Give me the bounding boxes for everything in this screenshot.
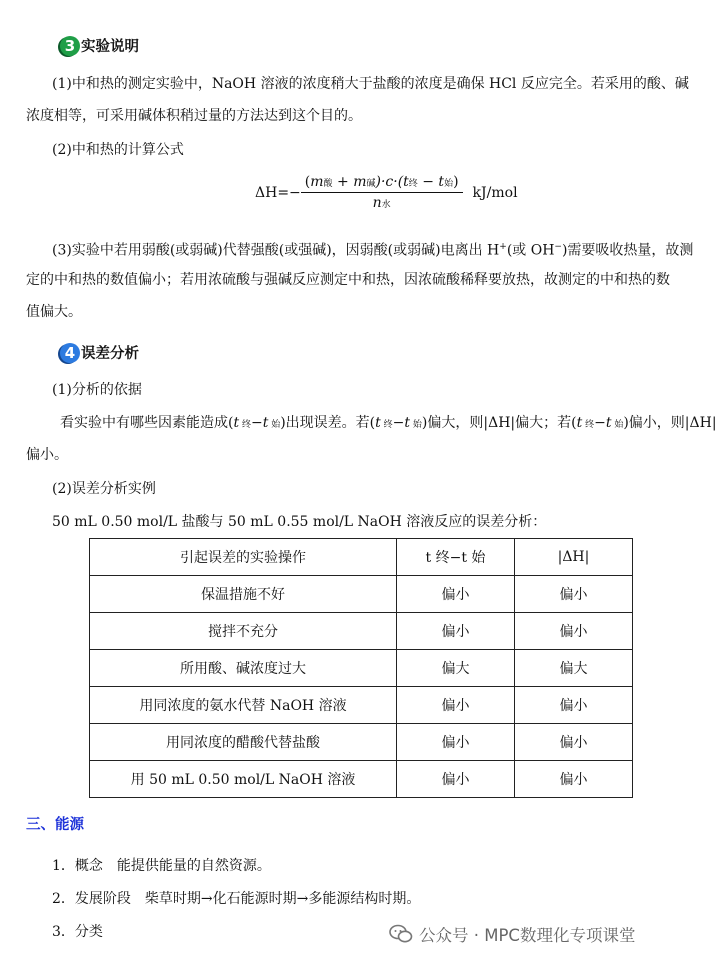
t-minus: −t [250,415,269,431]
energy-heading: 三、能源 [26,817,84,833]
operation-cell: 保温措施不好 [90,576,397,613]
paragraph-2: (2)中和热的计算公式 [52,142,184,158]
stages-text: 柴草时期→化石能源时期→多能源结构时期。 [144,891,421,907]
example-description: 50 mL 0.50 mol/L 盐酸与 50 mL 0.55 mol/L NaOH 溶液反应的误差分析： [52,514,547,530]
plus-sign: + [332,174,354,190]
start-subscript: 始 [268,420,281,430]
header-operation: 引起误差的实验操作 [90,539,397,576]
delta-h-cell: 偏大 [515,650,633,687]
delta-h-cell: 偏小 [515,613,633,650]
table-row [90,576,633,613]
section-3-heading [60,35,139,56]
error-analysis-table [89,538,633,798]
section-4-heading [60,342,139,363]
p3-text-b: (或 OH [506,242,555,259]
table-row [90,761,633,798]
section-title: 误差分析 [81,346,139,362]
end-subscript-2: 终 [380,420,393,430]
delta-h-cell: 偏小 [515,576,633,613]
minus-superscript: − [554,242,562,252]
table-row [90,687,633,724]
formula-minus: − t [417,174,445,190]
t-minus-3: −t [594,415,612,431]
delta-h-cell: 偏小 [515,687,633,724]
operation-cell: 用同浓度的醋酸代替盐酸 [90,724,397,761]
section-number-badge: 4 [60,343,80,363]
t-symbol-2: t [375,415,381,431]
formula-lhs: ΔH=− [255,184,301,201]
watermark [389,922,635,946]
operation-cell: 搅拌不充分 [90,613,397,650]
start-subscript-3: 始 [611,420,624,430]
end-subscript: 终 [239,420,251,430]
mass-symbol: m [310,174,324,190]
t-symbol: t [233,415,240,431]
start-subscript: 始 [444,179,454,189]
temp-diff-cell: 偏小 [397,613,515,650]
watermark-text: 公众号 · MPC数理化专项课堂 [419,926,636,945]
wechat-icon [389,924,413,944]
energy-concept [52,850,271,882]
concept-text: 能提供能量的自然资源。 [116,858,271,874]
base-subscript: 碱 [366,179,376,189]
basis-text-d: )偏小，则|ΔH| [623,415,717,431]
water-subscript: 水 [381,200,391,210]
table-row [90,724,633,761]
temp-diff-cell: 偏小 [397,761,515,798]
temp-diff-cell: 偏大 [397,650,515,687]
paragraph-3-line-1 [52,231,693,267]
basis-text-b: )出现误差。若( [280,415,376,431]
paragraph-3-line-2: 定的中和热的数值偏小；若用浓硫酸与强碱反应测定中和热，因浓硫酸稀释要放热，故测定的中和热的数 [26,272,670,288]
temp-diff-cell: 偏小 [397,687,515,724]
energy-classification: 3．分类 [52,924,103,940]
analysis-basis-line-1 [60,407,717,441]
formula-middle: )·c·(t [375,174,409,190]
start-subscript-2: 始 [410,420,422,430]
mass-symbol-2: m [353,174,367,190]
t-symbol-3: t [576,415,583,431]
energy-stages [52,883,420,915]
formula-unit: kJ/mol [472,184,518,201]
analysis-basis-line-2: 偏小。 [26,447,68,463]
table-row [90,613,633,650]
end-subscript-3: 终 [582,420,595,430]
section-title: 实验说明 [81,39,139,55]
acid-subscript: 酸 [323,179,333,189]
formula-fraction [301,174,463,211]
t-minus-2: −t [392,415,411,431]
table-header-row [90,539,633,576]
header-delta-h: |ΔH| [515,539,633,576]
heat-formula [255,174,518,211]
formula-close: ) [453,174,459,190]
section-number-badge: 3 [60,36,80,56]
analysis-basis-heading: (1)分析的依据 [52,382,142,398]
basis-text-c: )偏大，则|ΔH|偏大；若( [421,415,577,431]
temp-diff-cell: 偏小 [397,576,515,613]
formula-denominator [373,193,391,211]
delta-h-cell: 偏小 [515,761,633,798]
p3-text-a: (3)实验中若用弱酸(或弱碱)代替强酸(或强碱)，因弱酸(或弱碱)电离出 H [52,242,500,259]
operation-cell: 用同浓度的氨水代替 NaOH 溶液 [90,687,397,724]
end-subscript: 终 [408,179,418,189]
example-heading: (2)误差分析实例 [52,481,156,497]
p3-text-c: )需要吸收热量，故测 [561,242,694,259]
operation-cell: 所用酸、碱浓度过大 [90,650,397,687]
operation-cell: 用 50 mL 0.50 mol/L NaOH 溶液 [90,761,397,798]
delta-h-cell: 偏小 [515,724,633,761]
plus-superscript: + [499,242,507,252]
mole-symbol: n [372,195,382,211]
formula-numerator: (m酸 + m碱)·c·(t终 − t始) [301,174,463,193]
stages-label: 2．发展阶段 [52,891,131,907]
table-row [90,650,633,687]
paragraph-1-line-1: (1)中和热的测定实验中，NaOH 溶液的浓度稍大于盐酸的浓度是确保 HCl 反应完全。若采用的酸、碱 [52,76,689,92]
paragraph-1-line-2: 浓度相等，可采用碱体积稍过量的方法达到这个目的。 [26,108,362,124]
temp-diff-cell: 偏小 [397,724,515,761]
header-temp-diff: t 终−t 始 [397,539,515,576]
concept-label: 1．概念 [52,858,103,874]
basis-text-a: 看实验中有哪些因素能造成( [60,415,234,431]
paragraph-3-line-3: 值偏大。 [26,304,82,320]
